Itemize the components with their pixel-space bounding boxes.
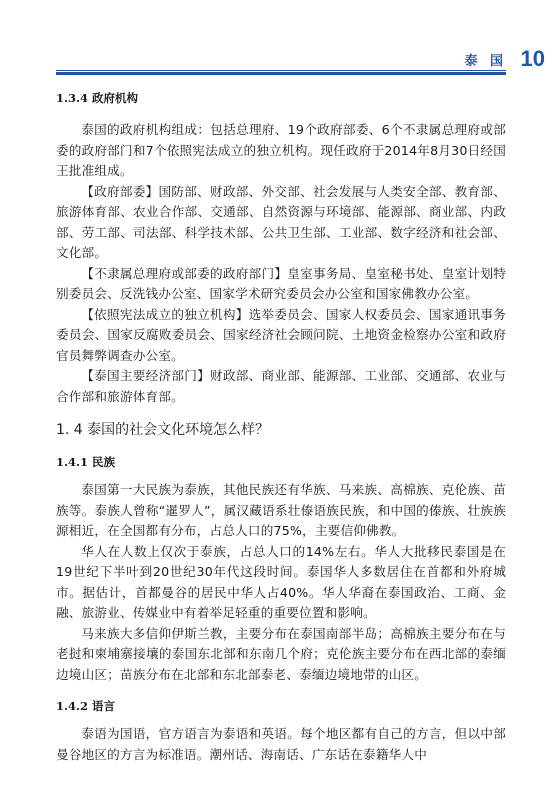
section-heading-1-4: 1. 4 泰国的社会文化环境怎么样？ (56, 422, 270, 438)
paragraph: 马来族大多信仰伊斯兰教，主要分布在泰国南部半岛；高棉族主要分布在与老挝和柬埔寨接壤的泰国东北部和东南几个府；克伦族主要分布在西北部的泰缅边境山区；苗族分布在北部和东北部泰老、泰缅边境地带的山区。 (56, 625, 506, 682)
page-header (0, 0, 559, 80)
subsection-heading-1-3-4: 1.3.4 政府机构 (56, 91, 139, 105)
page-number: 10 (520, 46, 545, 71)
page-content (56, 82, 506, 765)
subsection-heading-1-4-2: 1.4.2 语言 (56, 699, 116, 713)
header-rule-thick (56, 72, 506, 75)
running-header-country: 泰 国 (464, 54, 507, 69)
paragraph: 泰语为国语，官方语言为泰语和英语。每个地区都有自己的方言，但以中部曼谷地区的方言为标准语。潮州话、海南话、广东话在泰籍华人中 (56, 726, 506, 762)
paragraph: 【泰国主要经济部门】财政部、商业部、能源部、工业部、交通部、农业与合作部和旅游体育部。 (56, 368, 506, 404)
paragraph: 华人在人数上仅次于泰族，占总人口的14%左右。华人大批移民泰国是在19世纪下半叶到20世纪30年代这段时间。泰国华人多数居住在首都和外府城市。据估计，首都曼谷的居民中华人占40%。华人华裔在泰国政治、工商、金融、旅游业、传媒业中有着举足轻重的重要位置和影响。 (56, 543, 506, 620)
subsection-heading-1-4-1: 1.4.1 民族 (56, 455, 116, 469)
paragraph: 泰国第一大民族为泰族，其他民族还有华族、马来族、高棉族、克伦族、苗族等。泰族人曾称“暹罗人”，属汉藏语系壮傣语族民族，和中国的傣族、壮族族源相近，在全国都有分布，占总人口的75%，主要信仰佛教。 (56, 482, 506, 538)
paragraph: 【不隶属总理府或部委的政府部门】皇室事务局、皇室秘书处、皇室计划特别委员会、反洗钱办公室、国家学术研究委员会办公室和国家佛教办公室。 (56, 265, 506, 301)
header-rule-thin (56, 70, 506, 71)
paragraph: 【政府部委】国防部、财政部、外交部、社会发展与人类安全部、教育部、旅游体育部、农业合作部、交通部、自然资源与环境部、能源部、商业部、内政部、劳工部、司法部、科学技术部、公共卫生部、工业部、数字经济和社会部、文化部。 (56, 183, 506, 260)
paragraph: 泰国的政府机构组成：包括总理府、19个政府部委、6个不隶属总理府或部委的政府部门和7个依照宪法成立的独立机构。现任政府于2014年8月30日经国王批准组成。 (56, 122, 506, 178)
paragraph: 【依照宪法成立的独立机构】选举委员会、国家人权委员会、国家通讯事务委员会、国家反腐败委员会、国家经济社会顾问院、土地资金检察办公室和政府官员舞弊调查办公室。 (56, 306, 506, 363)
